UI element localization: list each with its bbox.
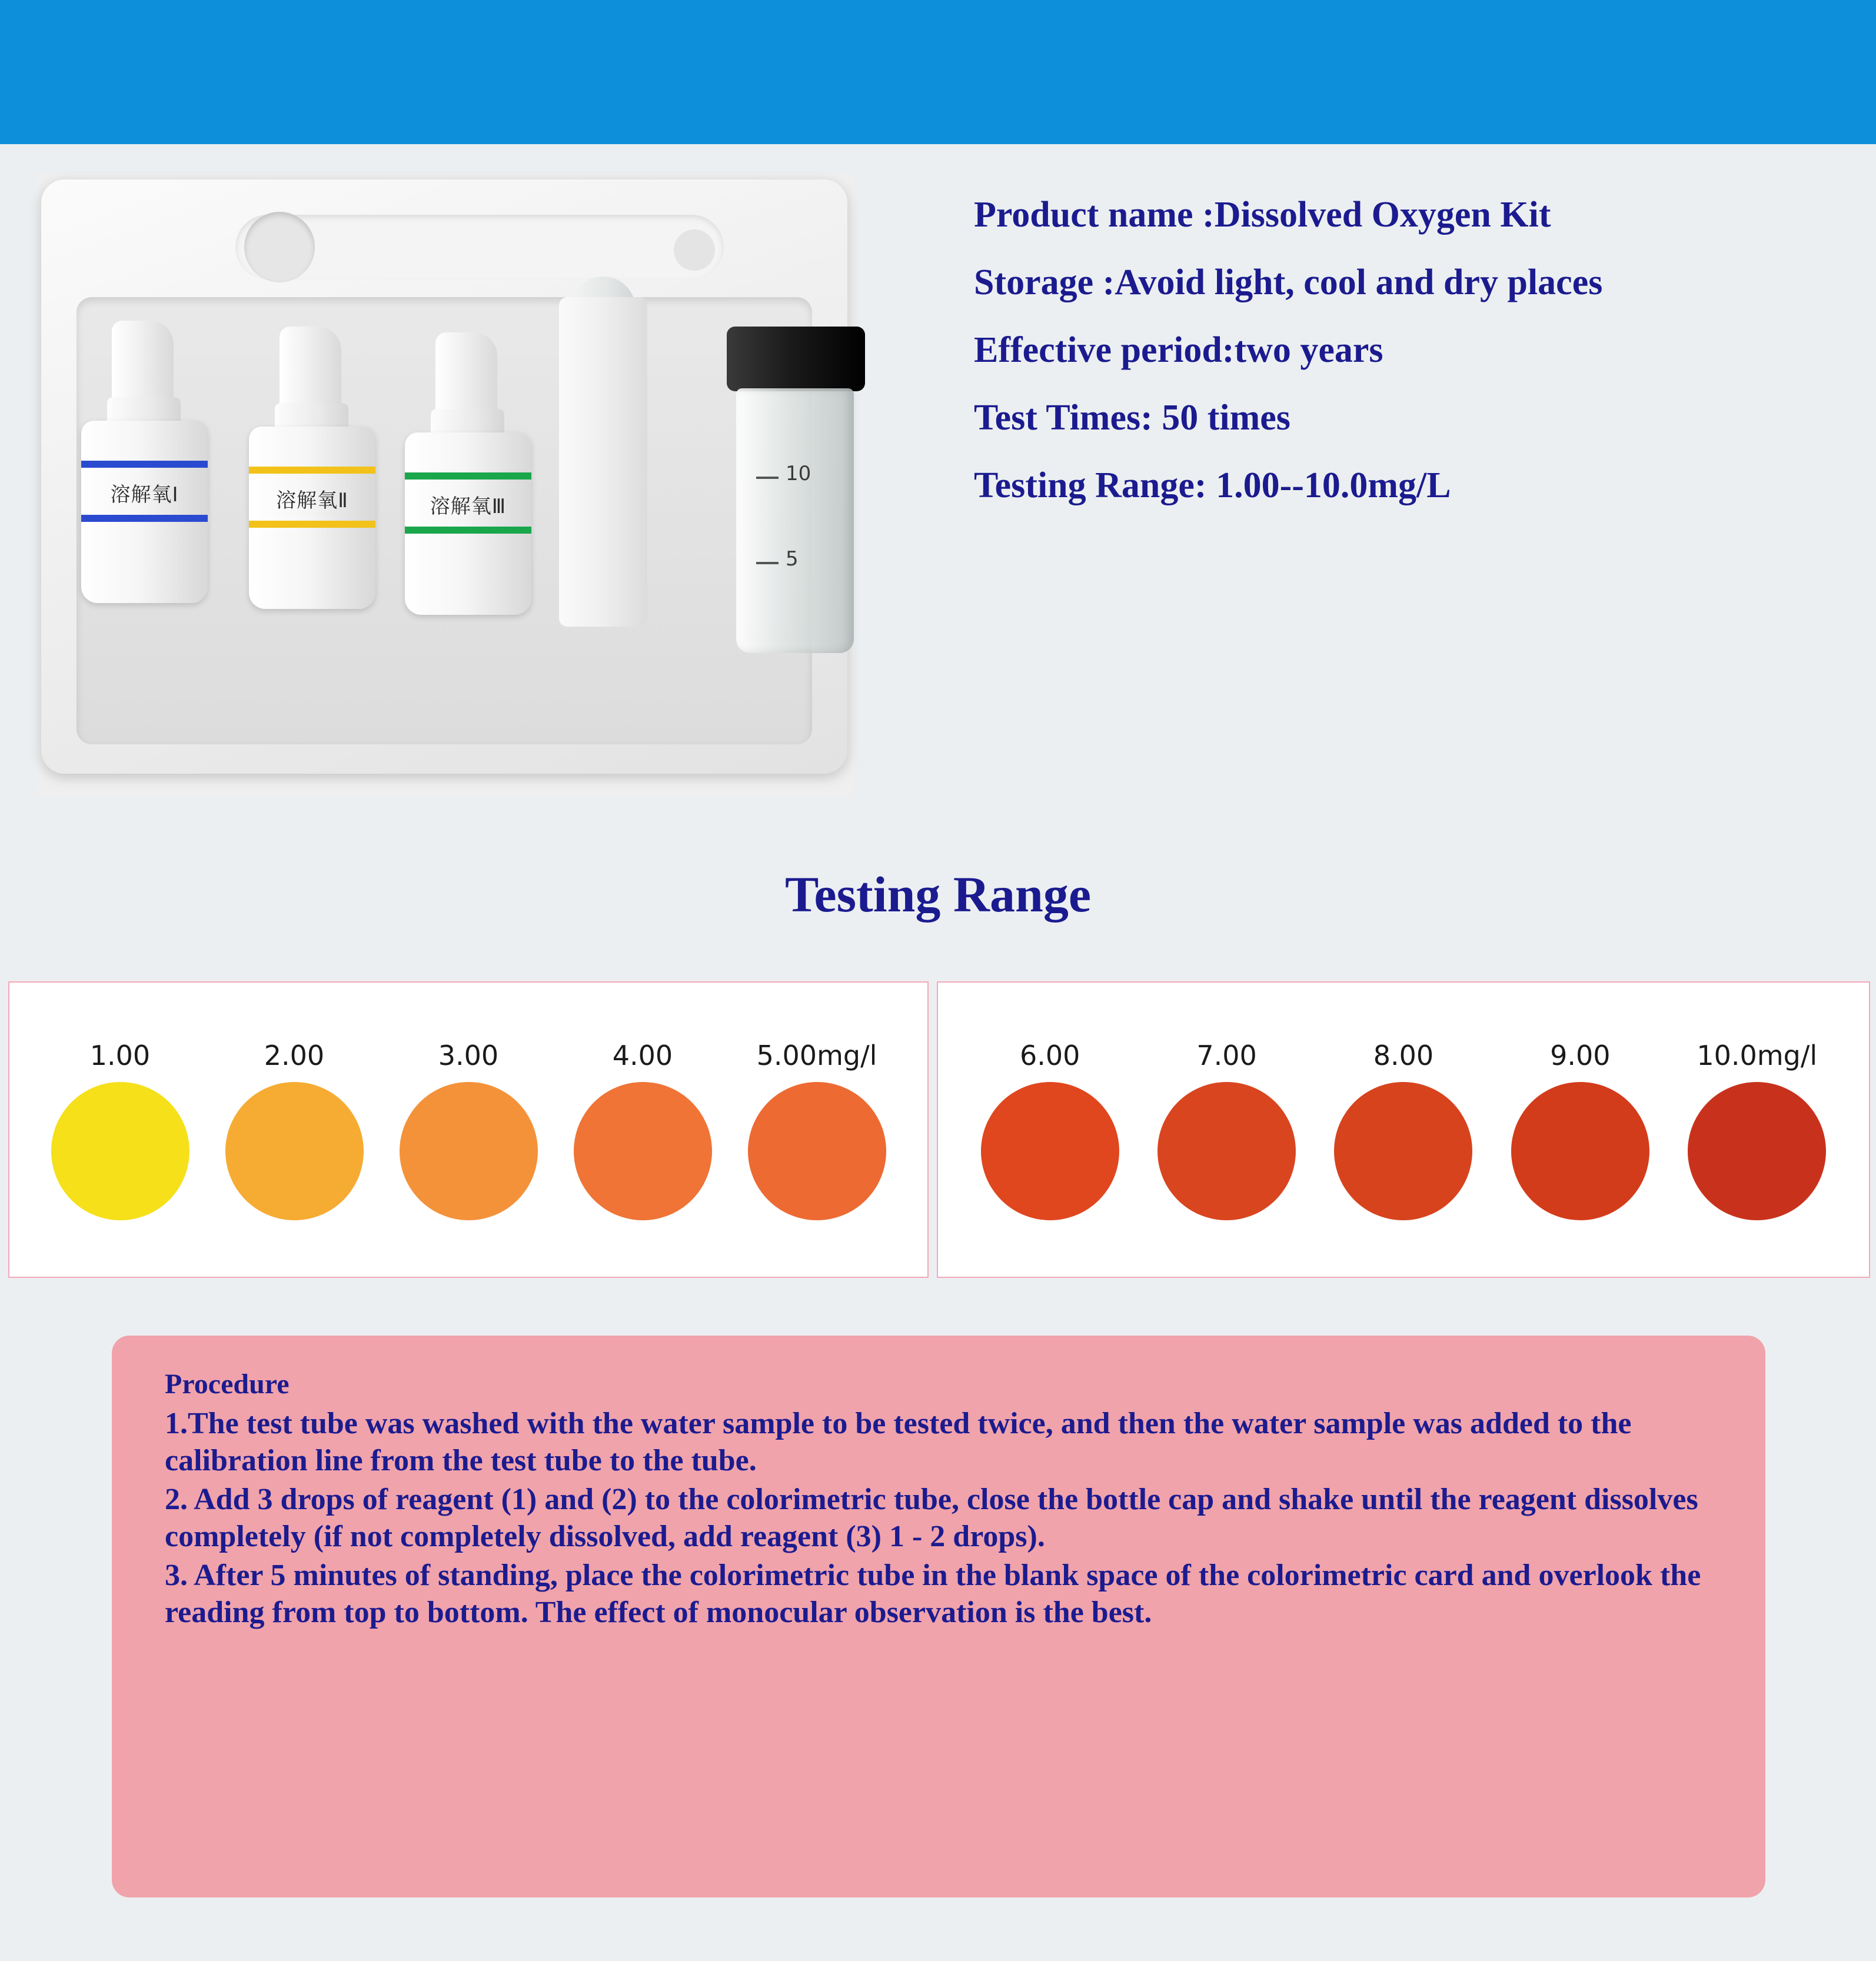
swatch-2 [221, 1040, 368, 1220]
spoon-recess-icon [244, 212, 315, 282]
bottle-stripe-lower [405, 527, 531, 534]
procedure-box [112, 1336, 1765, 1897]
vial-cap-icon [727, 327, 865, 391]
info-testing-range: Testing Range: 1.00--10.0mg/L [974, 465, 1451, 505]
bottle-body [405, 432, 531, 615]
product-info-block [974, 194, 1827, 532]
vial-tick-10 [756, 477, 779, 479]
vial-tick-5 [756, 562, 779, 564]
product-photo [35, 174, 853, 797]
bottle-label-3: 溶解氧Ⅲ [430, 495, 507, 518]
swatch-1 [46, 1040, 194, 1220]
swatch-color-dot [400, 1082, 538, 1220]
bottle-body [81, 421, 208, 603]
procedure-step-2: 2. Add 3 drops of reagent (1) and (2) to the colorimetric tube, close the bottle cap and shake until the reagent dissolves completely (if not completely dissolved, add reagent (3) 1 - 2 drops). [165, 1482, 1698, 1554]
reagent-bottle-1 [76, 321, 212, 603]
swatch-label: 9.00 [1550, 1039, 1611, 1071]
vial-body [736, 388, 854, 653]
kit-tray [41, 179, 865, 780]
bottle-cap-icon [280, 327, 341, 415]
swatch-color-dot [1688, 1082, 1826, 1220]
swatch-4 [569, 1040, 716, 1220]
swatch-color-dot [574, 1082, 712, 1220]
bottle-stripe-lower [81, 515, 208, 522]
swatch-label: 2.00 [264, 1039, 325, 1071]
swatch-color-dot [225, 1082, 364, 1220]
reagent-bottle-3 [400, 332, 535, 615]
swatch-color-dot [1334, 1082, 1472, 1220]
top-banner-bar [0, 0, 1876, 144]
procedure-step-3: 3. After 5 minutes of standing, place the colorimetric tube in the blank space of the colorimetric card and overlook the reading from top to bottom. The effect of monocular observation is the best. [165, 1558, 1701, 1630]
swatch-label: 7.00 [1196, 1039, 1257, 1071]
bottle-body [249, 427, 375, 609]
swatch-color-dot [1511, 1082, 1649, 1220]
info-test-times: Test Times: 50 times [974, 398, 1290, 438]
bottle-stripe-lower [249, 521, 375, 528]
bottle-stripe [81, 461, 208, 468]
swatch-label: 10.0mg/l [1697, 1039, 1818, 1071]
swatch-color-dot [748, 1082, 886, 1220]
swatch-9 [1506, 1040, 1654, 1220]
reagent-bottle-2 [244, 327, 380, 609]
swatch-color-dot [51, 1082, 189, 1220]
swatch-row-right [938, 983, 1869, 1277]
procedure-title: Procedure [165, 1369, 290, 1400]
swatch-color-dot [981, 1082, 1119, 1220]
swatch-label: 1.00 [89, 1039, 151, 1071]
bottle-cap-icon [112, 321, 174, 409]
info-product-name: Product name :Dissolved Oxygen Kit [974, 195, 1551, 235]
swatch-8 [1330, 1040, 1477, 1220]
color-chart-card-right [937, 981, 1870, 1278]
swatch-label: 6.00 [1019, 1039, 1080, 1071]
info-effective-period: Effective period:two years [974, 330, 1383, 370]
bottle-label-2: 溶解氧Ⅱ [276, 489, 348, 512]
testing-range-heading: Testing Range [784, 866, 1092, 923]
swatch-7 [1153, 1040, 1300, 1220]
swatch-6 [976, 1040, 1123, 1220]
swatch-color-dot [1157, 1082, 1296, 1220]
procedure-step-1: 1.The test tube was washed with the water sample to be tested twice, and then the water sample was added to the calibration line from the test tube to the tube. [165, 1407, 1632, 1478]
bottle-stripe [249, 467, 375, 474]
vial-mark-5: 5 [786, 547, 799, 571]
colorimetric-vial [721, 327, 868, 656]
swatch-row-left [9, 983, 927, 1277]
color-chart-card-left [8, 981, 929, 1278]
bottle-label-1: 溶解氧Ⅰ [110, 483, 179, 507]
swatch-5 [743, 1040, 890, 1220]
swatch-3 [395, 1040, 542, 1220]
swatch-label: 5.00mg/l [756, 1039, 877, 1071]
bottle-cap-icon [435, 332, 497, 421]
swatch-label: 3.00 [438, 1039, 499, 1071]
procedure-content [165, 1368, 1718, 1633]
vial-mark-10: 10 [786, 462, 811, 485]
bottle-stripe [405, 472, 531, 480]
swatch-label: 4.00 [612, 1039, 673, 1071]
info-storage: Storage :Avoid light, cool and dry places [974, 262, 1603, 302]
swatch-label: 8.00 [1373, 1039, 1434, 1071]
spoon-recess-small-icon [674, 229, 715, 271]
swatch-10 [1684, 1040, 1831, 1220]
empty-tube-slot [559, 297, 647, 627]
